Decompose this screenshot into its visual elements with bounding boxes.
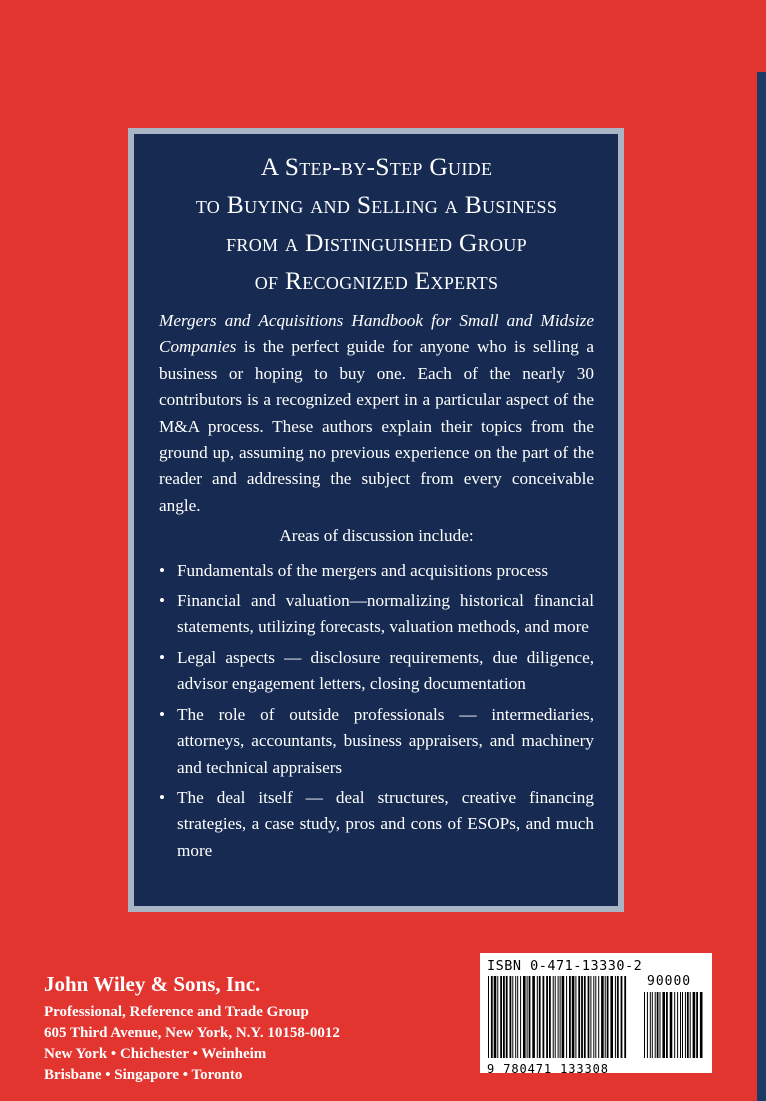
barcode-bar	[610, 976, 613, 1058]
publisher-name: John Wiley & Sons, Inc.	[44, 972, 261, 996]
barcode-bar	[562, 976, 565, 1058]
barcode-bar	[685, 992, 686, 1058]
barcode-bar	[670, 992, 673, 1058]
barcode-bar	[605, 976, 606, 1058]
barcode-bar	[660, 992, 661, 1058]
bullet-icon: •	[159, 591, 166, 611]
barcode-bar	[527, 976, 528, 1058]
barcode-bar	[617, 976, 619, 1058]
barcode-bar	[497, 976, 498, 1058]
headline	[159, 148, 594, 300]
bullet-icon: •	[159, 560, 166, 580]
topic-text: Legal aspects — disclosure requirements, due diligence, advisor engagement letters, closing documentation	[177, 647, 594, 694]
publisher-block	[44, 970, 340, 1086]
barcode-bar	[558, 976, 559, 1058]
barcode-bar	[581, 976, 583, 1058]
barcode-bar	[520, 976, 521, 1058]
barcode-bar	[494, 976, 497, 1058]
barcode-bar	[584, 976, 586, 1058]
publisher-division: Professional, Reference and Trade Group	[44, 1004, 309, 1020]
barcode-bar	[572, 976, 575, 1058]
barcode-bar	[503, 976, 505, 1058]
headline-line-2: to Buying and Selling a Business	[195, 190, 558, 219]
description-text: is the perfect guide for anyone who is selling a business or hoping to buy one. Each of the nearly 30 contributors is a recognized expert in a particular aspect of the M&A process. These authors explain their topics from the ground up, assuming no previous experience on the part of the reader and addressing the subject from every conceivable angle.	[159, 337, 594, 515]
publisher-address: 605 Third Avenue, New York, N.Y. 10158-0012	[44, 1025, 340, 1041]
barcode-bar	[687, 992, 689, 1058]
barcode-bar	[690, 992, 691, 1058]
barcode-bar	[539, 976, 541, 1058]
barcode-bar	[666, 992, 668, 1058]
barcode-bar	[546, 976, 548, 1058]
barcode-bar	[677, 992, 678, 1058]
barcode-bar	[693, 992, 696, 1058]
bullet-icon: •	[159, 704, 166, 724]
barcode-bar	[532, 976, 535, 1058]
barcode-box	[480, 953, 712, 1076]
barcode-bar	[566, 976, 567, 1058]
barcode-bar	[549, 976, 551, 1058]
barcode-bar	[680, 992, 681, 1058]
headline-line-4: of Recognized Experts	[254, 266, 499, 295]
description-panel-frame	[128, 128, 624, 912]
topic-item	[159, 588, 594, 641]
barcode-bar	[560, 976, 561, 1058]
barcode-bar	[696, 992, 698, 1058]
barcode-bar	[555, 976, 556, 1058]
ean-number: 9 780471 133308	[487, 1062, 609, 1076]
bullet-icon: •	[159, 787, 166, 807]
barcode-bar	[512, 976, 513, 1058]
barcode-bar	[523, 976, 526, 1058]
spine-edge	[757, 72, 766, 1101]
publisher-cities-1: New York • Chichester • Weinheim	[44, 1046, 267, 1062]
barcode-bar	[590, 976, 591, 1058]
barcode-bar	[621, 976, 623, 1058]
topic-text: Financial and valuation—normalizing historical financial statements, utilizing forecasts, valuation methods, and more	[177, 591, 594, 637]
topic-text: Fundamentals of the mergers and acquisitions process	[177, 560, 549, 580]
barcode-bar	[517, 976, 518, 1058]
bullet-icon: •	[159, 647, 166, 667]
areas-intro: Areas of discussion include:	[279, 526, 474, 546]
barcode-bar	[578, 976, 580, 1058]
topic-item	[159, 645, 594, 698]
addon-barcode-bars	[643, 992, 703, 1058]
addon-number: 90000	[647, 974, 692, 989]
barcode-bar	[488, 976, 489, 1058]
barcode-bar	[598, 976, 599, 1058]
barcode-bar	[655, 992, 656, 1058]
headline-line-1: A Step-by-Step Guide	[260, 152, 493, 181]
topic-text: The role of outside professionals — intermediaries, attorneys, accountants, business appraisers, and machinery and technical appraisers	[177, 704, 594, 777]
ean-barcode-bars	[487, 976, 627, 1058]
topic-item	[159, 702, 594, 781]
headline-line-3: from a Distinguished Group	[226, 228, 527, 257]
barcode-bar	[593, 976, 594, 1058]
barcode-bar	[674, 992, 675, 1058]
barcode-bar	[615, 976, 616, 1058]
barcode-bar	[575, 976, 576, 1058]
barcode-bar	[647, 992, 648, 1058]
barcode-bar	[543, 976, 545, 1058]
barcode-bar	[529, 976, 531, 1058]
topic-item	[159, 785, 594, 864]
barcode-bar	[700, 992, 703, 1058]
topic-item	[159, 558, 594, 584]
barcode-bar	[662, 992, 665, 1058]
barcode-bar	[657, 992, 659, 1058]
barcode-bar	[553, 976, 554, 1058]
barcode-bar	[500, 976, 502, 1058]
barcode-bar	[588, 976, 590, 1058]
barcode-bar	[652, 992, 653, 1058]
topic-text: The deal itself — deal structures, creative financing strategies, a case study, pros and cons of ESOPs, and much more	[177, 787, 594, 860]
barcode-bar	[569, 976, 571, 1058]
barcode-bar	[506, 976, 508, 1058]
barcode-bar	[607, 976, 609, 1058]
book-title: Mergers and Acquisitions Handbook for Small and Midsize Companies	[159, 311, 594, 357]
publisher-cities-2: Brisbane • Singapore • Toronto	[44, 1067, 243, 1083]
description-paragraph	[159, 308, 594, 519]
barcode-bar	[650, 992, 651, 1058]
description-panel	[134, 134, 618, 906]
topics-list	[159, 558, 594, 864]
barcode	[487, 974, 705, 1076]
barcode-bar	[624, 976, 626, 1058]
barcode-bar	[510, 976, 512, 1058]
barcode-bar	[682, 992, 683, 1058]
barcode-bar	[515, 976, 516, 1058]
barcode-bar	[595, 976, 596, 1058]
isbn-label: ISBN 0-471-13330-2	[487, 958, 643, 974]
barcode-bar	[601, 976, 604, 1058]
barcode-bar	[644, 992, 645, 1058]
barcode-bar	[537, 976, 538, 1058]
barcode-bar	[491, 976, 493, 1058]
